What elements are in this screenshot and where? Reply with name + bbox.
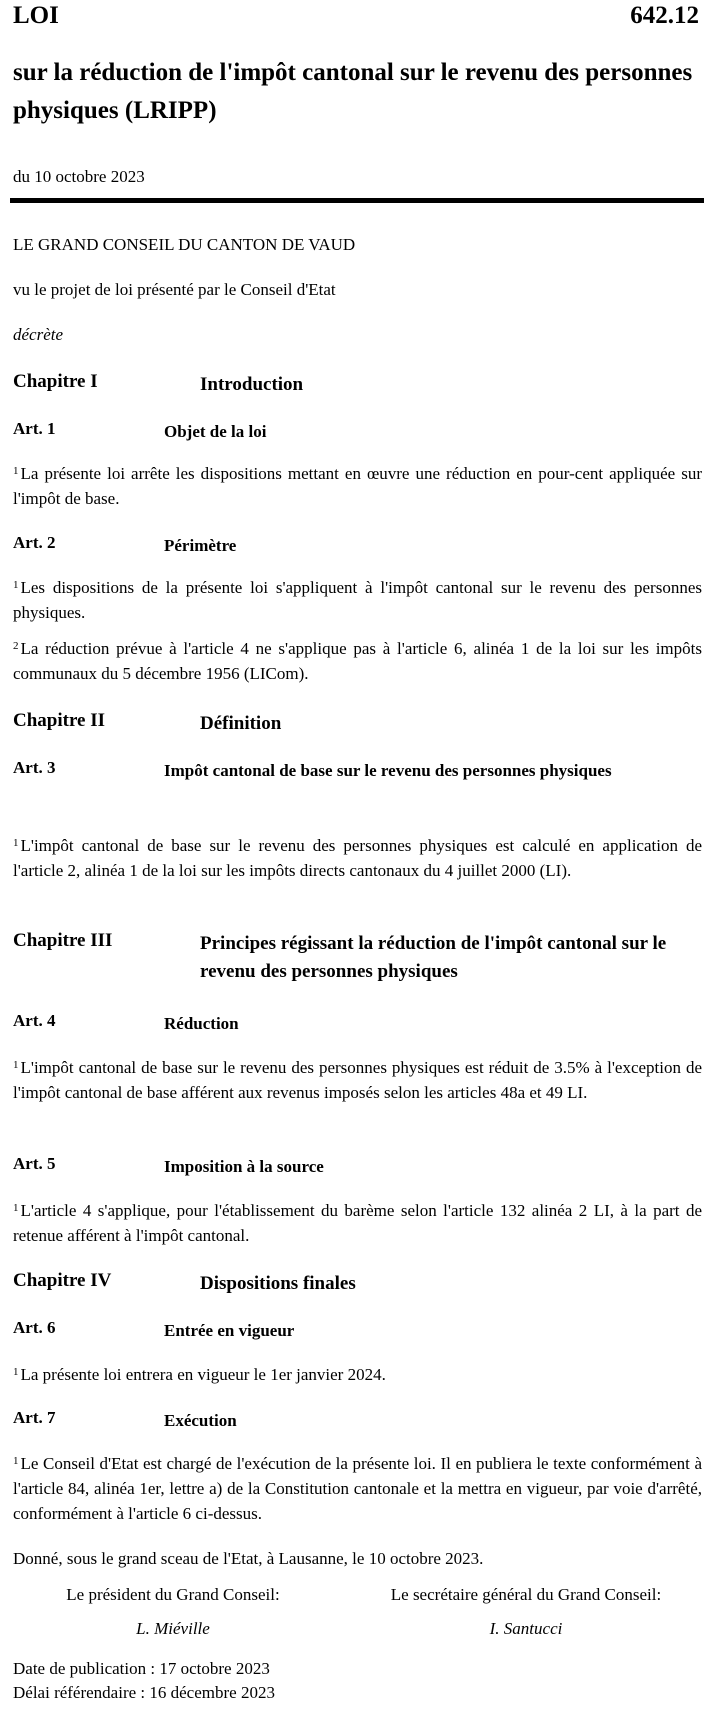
article-paragraph — [13, 1198, 702, 1248]
paragraph-number: 1 — [13, 465, 19, 477]
paragraph-text: Le Conseil d'Etat est chargé de l'exécution de la présente loi. Il en publiera le texte conformément à l'article 84, alinéa 1er, lettre a) de la Constitution cantonale et la mettra en vigueur, par voie d'arrêté, conformément à l'article 6 ci-dessus. — [13, 1454, 702, 1523]
document-type: LOI — [13, 2, 59, 29]
president-title: Le président du Grand Conseil: — [66, 1585, 280, 1604]
paragraph-number: 2 — [13, 640, 19, 652]
header-divider — [10, 198, 704, 203]
article-paragraph — [13, 1362, 702, 1387]
article-number: Art. 7 — [13, 1408, 56, 1427]
article-paragraph — [13, 833, 702, 883]
paragraph-number: 1 — [13, 1455, 19, 1467]
paragraph-number: 1 — [13, 1202, 19, 1214]
given-clause: Donné, sous le grand sceau de l'Etat, à Lausanne, le 10 octobre 2023. — [13, 1549, 484, 1568]
decrees-clause: décrète — [13, 325, 64, 344]
paragraph-text: L'article 4 s'applique, pour l'établissement du barème selon l'article 132 alinéa 2 LI, à la part de retenue afférent à l'impôt cantonal. — [13, 1201, 702, 1245]
paragraph-text: L'impôt cantonal de base sur le revenu des personnes physiques est calculé en application de l'article 2, alinéa 1 de la loi sur les impôts directs cantonaux du 4 juillet 2000 (LI). — [13, 836, 702, 880]
paragraph-text: L'impôt cantonal de base sur le revenu des personnes physiques est réduit de 3.5% à l'exception de l'impôt cantonal de base afférent aux revenus imposés selon les articles 48a et 49 LI. — [13, 1058, 702, 1102]
article-number: Art. 6 — [13, 1318, 56, 1337]
paragraph-number: 1 — [13, 1059, 19, 1071]
secretary-signature — [350, 1585, 702, 1639]
article-paragraph — [13, 1055, 702, 1105]
article-title: Réduction — [164, 1014, 239, 1033]
secretary-title: Le secrétaire général du Grand Conseil: — [390, 1585, 662, 1604]
article-number: Art. 2 — [13, 533, 56, 552]
chapter-number: Chapitre I — [13, 371, 98, 392]
paragraph-text: La présente loi arrête les dispositions mettant en œuvre une réduction en pour-cent appliquée sur l'impôt de base. — [13, 464, 702, 508]
law-date: du 10 octobre 2023 — [13, 167, 145, 186]
article-paragraph — [13, 1451, 702, 1526]
president-signature — [13, 1585, 333, 1639]
article-number: Art. 4 — [13, 1011, 56, 1030]
article-title: Objet de la loi — [164, 422, 267, 441]
paragraph-text: La réduction prévue à l'article 4 ne s'applique pas à l'article 6, alinéa 1 de la loi sur les impôts communaux du 5 décembre 1956 (LICom). — [13, 639, 702, 683]
chapter-title: Définition — [200, 713, 282, 734]
law-number: 642.12 — [630, 2, 699, 29]
article-title: Entrée en vigueur — [164, 1321, 295, 1340]
article-number: Art. 3 — [13, 758, 56, 777]
paragraph-text: Les dispositions de la présente loi s'appliquent à l'impôt cantonal sur le revenu des personnes physiques. — [13, 578, 702, 622]
article-title: Périmètre — [164, 536, 237, 555]
chapter-number: Chapitre II — [13, 710, 106, 731]
law-title: sur la réduction de l'impôt cantonal sur le revenu des personnes physiques (LRIPP) — [13, 59, 693, 124]
paragraph-number: 1 — [13, 579, 19, 591]
paragraph-number: 1 — [13, 837, 19, 849]
article-paragraph — [13, 461, 702, 511]
article-title: Imposition à la source — [164, 1157, 324, 1176]
article-number: Art. 1 — [13, 419, 56, 438]
article-paragraph — [13, 636, 702, 686]
secretary-name: I. Santucci — [489, 1619, 563, 1638]
article-paragraph — [13, 575, 702, 625]
president-name: L. Miéville — [136, 1619, 210, 1638]
article-title: Impôt cantonal de base sur le revenu des personnes physiques — [164, 761, 612, 780]
considering-clause: vu le projet de loi présenté par le Conseil d'Etat — [13, 280, 336, 299]
chapter-title: Dispositions finales — [200, 1273, 356, 1294]
referendum-deadline: Délai référendaire : 16 décembre 2023 — [13, 1683, 275, 1702]
paragraph-number: 1 — [13, 1366, 19, 1378]
chapter-title: Principes régissant la réduction de l'impôt cantonal sur le revenu des personnes physiques — [200, 933, 667, 982]
publication-date: Date de publication : 17 octobre 2023 — [13, 1659, 270, 1678]
paragraph-text: La présente loi entrera en vigueur le 1er janvier 2024. — [20, 1365, 386, 1384]
article-title: Exécution — [164, 1411, 237, 1430]
chapter-number: Chapitre III — [13, 930, 113, 951]
issuing-authority: LE GRAND CONSEIL DU CANTON DE VAUD — [13, 235, 356, 254]
chapter-title: Introduction — [200, 374, 304, 395]
article-number: Art. 5 — [13, 1154, 56, 1173]
chapter-number: Chapitre IV — [13, 1270, 112, 1291]
